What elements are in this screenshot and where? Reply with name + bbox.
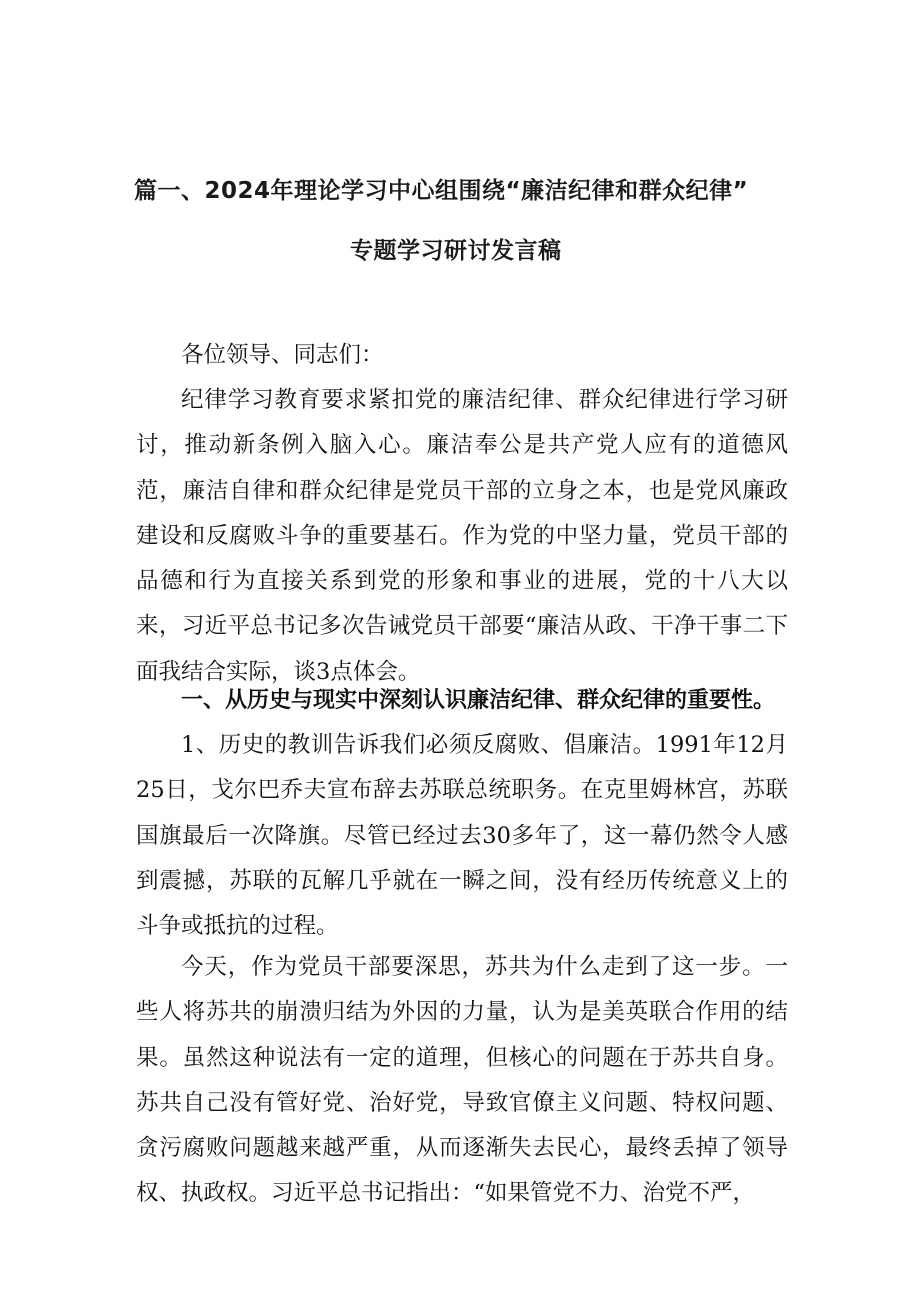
paragraph-history: 1、历史的教训告诉我们必须反腐败、倡廉洁。1991年12月25日，戈尔巴乔夫宣布辞去苏联总统职务。在克里姆林宫，苏联国旗最后一次降旗。尽管已经过去30多年了，这一幕仍然令人感到震撼，苏联的瓦解几乎就在一瞬之间，没有经历传统意义上的斗争或抵抗的过程。 bbox=[136, 732, 788, 940]
section-heading-1: 一、从历史与现实中深刻认识廉洁纪律、群众纪律的重要性。 bbox=[181, 688, 776, 713]
paragraph-reflection: 今天，作为党员干部要深思，苏共为什么走到了这一步。一些人将苏共的崩溃归结为外因的力量，认为是美英联合作用的结果。虽然这种说法有一定的道理，但核心的问题在于苏共自身。苏共自己没有管好党、治好党，导致官僚主义问题、特权问题、贪污腐败问题越来越严重，从而逐渐失去民心，最终丢掉了领导权、执政权。习近平总书记指出：“如果管党不力、治党不严， bbox=[136, 954, 788, 1207]
paragraph-intro: 纪律学习教育要求紧扣党的廉洁纪律、群众纪律进行学习研讨，推动新条例入脑入心。廉洁奉公是共产党人应有的道德风范，廉洁自律和群众纪律是党员干部的立身之本，也是党风廉政建设和反腐败斗争的重要基石。作为党的中坚力量，党员干部的品德和行为直接关系到党的形象和事业的进展，党的十八大以来，习近平总书记多次告诫党员干部要“廉洁从政、干净干事二下面我结合实际，谈3点体会。 bbox=[136, 387, 788, 685]
document-title-line-1: 篇一、2024年理论学习中心组围绕“廉洁纪律和群众纪律” bbox=[134, 178, 749, 204]
document-title-line-2: 专题学习研讨发言稿 bbox=[350, 238, 562, 264]
greeting: 各位领导、同志们： bbox=[181, 342, 384, 368]
